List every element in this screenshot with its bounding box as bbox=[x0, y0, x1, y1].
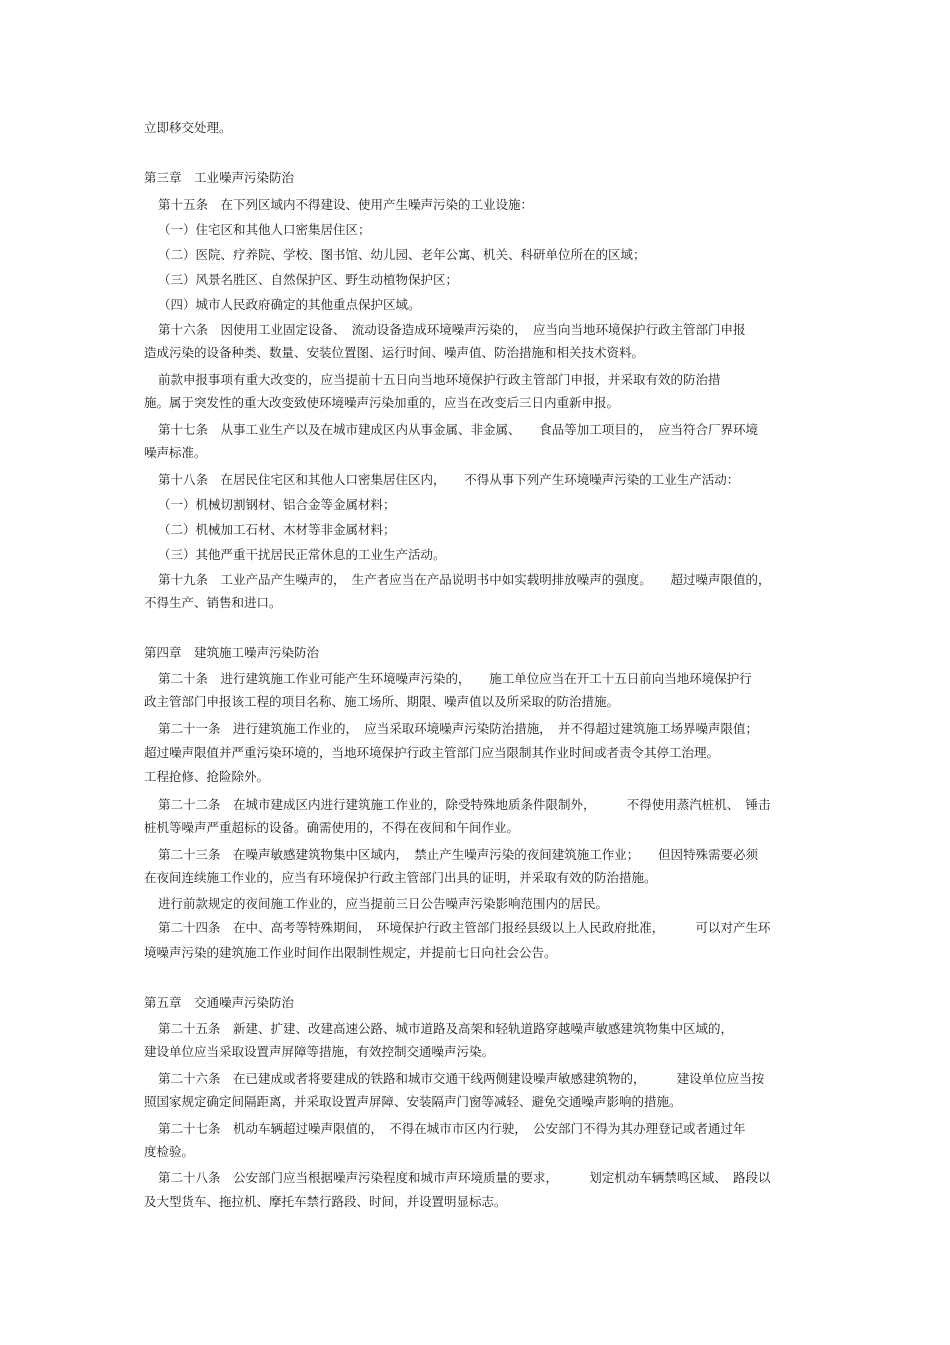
text-line: 噪声标准。 bbox=[144, 445, 207, 460]
list-item: （二）机械加工石材、木材等非金属材料； bbox=[158, 522, 396, 537]
text-line: 照国家规定确定间隔距离，并采取设置声屏障、安装隔声门窗等减轻、避免交通噪声影响的措施。 bbox=[144, 1094, 682, 1109]
list-item: （三）其他严重干扰居民正常休息的工业生产活动。 bbox=[158, 547, 446, 562]
chapter-heading: 第五章 交通噪声污染防治 bbox=[144, 995, 295, 1010]
article-paragraph: 第二十六条 在已建成或者将要建成的铁路和城市交通干线两侧建设噪声敏感建筑物的， 建设单位应当按 bbox=[158, 1071, 765, 1086]
article-paragraph: 第十五条 在下列区域内不得建设、使用产生噪声污染的工业设施： bbox=[158, 197, 534, 212]
text-line: 不得生产、销售和进口。 bbox=[144, 595, 282, 610]
list-item: （一）住宅区和其他人口密集居住区； bbox=[158, 222, 371, 237]
text-line: 在夜间连续施工作业的，应当有环境保护行政主管部门出具的证明，并采取有效的防治措施。 bbox=[144, 870, 657, 885]
article-paragraph: 前款申报事项有重大改变的，应当提前十五日向当地环境保护行政主管部门申报，并采取有效的防治措 bbox=[158, 372, 721, 387]
list-item: （二）医院、疗养院、学校、图书馆、幼儿园、老年公寓、机关、科研单位所在的区域； bbox=[158, 247, 646, 262]
text-line: 及大型货车、拖拉机、摩托车禁行路段、时间，并设置明显标志。 bbox=[144, 1194, 507, 1209]
text-line: 度检验。 bbox=[144, 1144, 195, 1159]
text-line: 造成污染的设备种类、数量、安装位置图、运行时间、噪声值、防治措施和相关技术资料。 bbox=[144, 345, 645, 360]
article-paragraph: 第二十三条 在噪声敏感建筑物集中区域内， 禁止产生噪声污染的夜间建筑施工作业； 但因特殊需要必须 bbox=[158, 847, 759, 862]
article-paragraph: 进行前款规定的夜间施工作业的，应当提前三日公告噪声污染影响范围内的居民。 bbox=[158, 896, 609, 911]
text-line: 工程抢修、抢险除外。 bbox=[144, 769, 270, 784]
article-paragraph: 第二十二条 在城市建成区内进行建筑施工作业的，除受特殊地质条件限制外， 不得使用蒸汽桩机、 锤击 bbox=[158, 797, 771, 812]
article-paragraph: 第十六条 因使用工业固定设备、 流动设备造成环境噪声污染的， 应当向当地环境保护行政主管部门申报 bbox=[158, 322, 746, 337]
text-line: 桩机等噪声严重超标的设备。确需使用的，不得在夜间和午间作业。 bbox=[144, 820, 520, 835]
list-item: （三）风景名胜区、自然保护区、野生动植物保护区； bbox=[158, 272, 459, 287]
article-paragraph: 第二十八条 公安部门应当根据噪声污染程度和城市声环境质量的要求， 划定机动车辆禁鸣区域、 路段以 bbox=[158, 1170, 771, 1185]
text-line: 政主管部门申报该工程的项目名称、施工场所、期限、噪声值以及所采取的防治措施。 bbox=[144, 694, 620, 709]
article-paragraph: 第二十七条 机动车辆超过噪声限值的， 不得在城市市区内行驶， 公安部门不得为其办理登记或者通过年 bbox=[158, 1121, 746, 1136]
chapter-heading: 第四章 建筑施工噪声污染防治 bbox=[144, 645, 320, 660]
article-paragraph: 第二十五条 新建、扩建、改建高速公路、城市道路及高架和轻轨道路穿越噪声敏感建筑物集中区域的， bbox=[158, 1021, 734, 1036]
text-line: 境噪声污染的建筑施工作业时间作出限制性规定，并提前七日向社会公告。 bbox=[144, 945, 557, 960]
text-line: 立即移交处理。 bbox=[144, 120, 232, 135]
article-paragraph: 第十七条 从事工业生产以及在城市建成区内从事金属、非金属、 食品等加工项目的， 应当符合厂界环境 bbox=[158, 422, 759, 437]
text-line: 超过噪声限值并严重污染环境的，当地环境保护行政主管部门应当限制其作业时间或者责令其停工治理。 bbox=[144, 745, 720, 760]
article-paragraph: 第十九条 工业产品产生噪声的， 生产者应当在产品说明书中如实载明排放噪声的强度。 超过噪声限值的， bbox=[158, 572, 771, 587]
chapter-heading: 第三章 工业噪声污染防治 bbox=[144, 170, 295, 185]
article-paragraph: 第二十条 进行建筑施工作业可能产生环境噪声污染的， 施工单位应当在开工十五日前向当地环境保护行 bbox=[158, 671, 752, 686]
text-line: 建设单位应当采取设置声屏障等措施，有效控制交通噪声污染。 bbox=[144, 1044, 495, 1059]
list-item: （四）城市人民政府确定的其他重点保护区域。 bbox=[158, 297, 421, 312]
text-line: 施。属于突发性的重大改变致使环境噪声污染加重的，应当在改变后三日内重新申报。 bbox=[144, 395, 620, 410]
article-paragraph: 第二十四条 在中、高考等特殊期间， 环境保护行政主管部门报经县级以上人民政府批准， 可以对产生环 bbox=[158, 920, 771, 935]
list-item: （一）机械切割钢材、铝合金等金属材料； bbox=[158, 497, 396, 512]
article-paragraph: 第十八条 在居民住宅区和其他人口密集居住区内， 不得从事下列产生环境噪声污染的工业生产活动： bbox=[158, 472, 740, 487]
article-paragraph: 第二十一条 进行建筑施工作业的， 应当采取环境噪声污染防治措施， 并不得超过建筑施工场界噪声限值； bbox=[158, 721, 759, 736]
